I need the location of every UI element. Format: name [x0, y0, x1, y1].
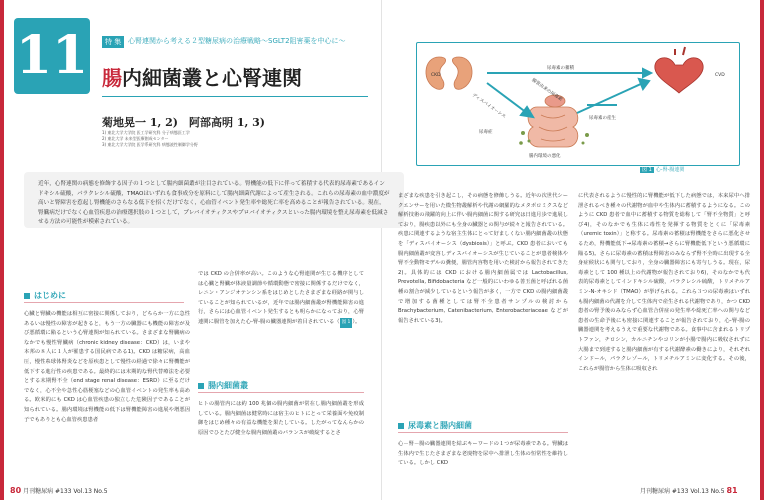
uremic-text: 心－腎－腸の臓器連関を結ぶキーワードの１つが尿毒素である。腎臓は生体内で生じたさまざまな老廃物を尿中へ排泄し生体の恒常性を維持している。しかし CKD	[398, 441, 568, 467]
label-gut-origin: 腸管由来の尿毒素	[530, 78, 563, 103]
figure-reference[interactable]: 図 1	[340, 318, 353, 328]
affiliations	[102, 130, 198, 148]
col4-text: に代表されるように慢性的に腎機能が低下した病態では，本来尿中へ排泄されるべき種々の代謝物が血中や生体内に蓄積するようになる。このように CKD 患者で血中に蓄積する物質を総称して「腎不全物質」と呼び4)，そのなかでも生体に毒性を発揮する物質をとくに「尿毒素（uremic toxin）」と称する。尿毒素の蓄積は腎機能をさらに悪化させるため，腎機能低下→尿毒素の蓄積→さらに腎機能低下という悪循環に陥る5)。さらに尿毒素の蓄積は腎障害のみならず腎不全時に出現する全身症候状にも関与しており，全身の臓器障害にも寄与しうる。現在，尿毒素として 100 種以上の代謝物が報告されており6)，そのなかでも代表的尿毒素としてインドキシル硫酸，パラクレシル硫酸，トリメチルアミン-N-オキシド（TMAO）が挙げられる。これら３つの尿毒素はいずれも腸内細菌の代謝を介して生体内で産生される代謝物であり，かつ CKD 患者の腎予後のみならず心血管合併症の発生率や総死亡率への関与など患者の生命予後にも密接に関連することが報告されており，心-腎-腸の臓器連関を考えるうえで重要な代謝物である。食事中に含まれるトリプトファン，チロシン，カルニチンやコリンが小腸で腸内に吸収されずに大腸まで到達すると腸内細菌が有する代謝酵素の働きにより，それぞれインドール，パラクレゾール，トリメチルアミンに変化する。その後，これらが腸管から生体に吸収され	[578, 193, 750, 372]
label-dysbiosis: ディスバイオーシス	[470, 92, 507, 120]
label-ckd: CKD	[431, 73, 441, 78]
chapter-number-box	[14, 18, 90, 94]
author-line: 菊地晃一 1, 2) 阿部高明 1, 3)	[102, 116, 266, 129]
affiliation-3: 3) 東北大学大学院 医学系研究科 病態液性制御学分野	[102, 142, 198, 147]
heart-icon	[655, 47, 703, 93]
left-footer	[10, 486, 108, 495]
article-title	[102, 62, 302, 91]
series-title: 心腎連関から考える２型糖尿病の治療戦略～SGLT2阻害薬を中心に～	[128, 37, 346, 45]
right-page-number: 81	[726, 486, 738, 495]
affiliation-2: 2) 東北大学 未来型医療創成センター	[102, 136, 169, 141]
figure-illustration	[417, 43, 739, 165]
figure-1	[416, 42, 740, 166]
label-gut-environment: 腸内環境の悪化	[529, 154, 561, 159]
col2-text: では CKD の合併率が高い。このような心腎連関が生じる機序としては心臓と腎臓が体液量調節や循環動態で密接に関係するだけでなく，レニン・アンジオテンシン系をはじめとしたさまざまな経路が関与していることが知られているが，近年では腸内細菌叢が腎機能障害の進行，さらには心血管イベント発生するとも明らかになっており，心腎連関に腸管を加えた心-腎-腸の臓器連関が着目されている（ 図 1 ）。	[198, 270, 364, 356]
figure-caption-label: 図 1	[642, 167, 652, 173]
chapter-number: 11	[15, 25, 89, 86]
right-volume: Vol.13 No.5	[690, 488, 725, 495]
figure-caption	[640, 166, 684, 173]
gut-heading: 腸内細菌叢	[198, 380, 248, 391]
right-footer	[640, 486, 738, 495]
col2-body: では CKD の合併率が高い。このような心腎連関が生じる機序としては心臓と腎臓が体液量調節や循環動態で密接に関係するだけでなく，レニン・アンジオテンシン系をはじめとしたさまざまな経路が関与していることが知られているが，近年では腸内細菌叢が腎機能障害の進行，さらには心血管イベント発生するとも明らかになっており，心腎連関に腸管を加えた心-腎-腸の臓器連関が着目されている	[198, 271, 364, 325]
left-volume: Vol.13 No.5	[73, 488, 108, 495]
intro-heading: はじめに	[24, 290, 66, 301]
label-uremic-accumulation: 尿毒素の蓄積	[547, 66, 574, 71]
intro-text: 心臓と腎臓の機能は相互に密接に関係しており，どちらか一方に急性あるいは慢性の障害が起きると，もう一方の臓器にも機能の障害が及び悪循環に陥るという心腎連関が知られている。さまざまな腎臓病のなかでも慢性腎臓病（chronic kidney disease：CKD）は，いまや本邦の８人に１人が罹患する国民病である1)。CKD は糖尿病，高血圧，慢性糸球体腎炎などを原疾患として慢性の経過で徐々に腎機能が低下する進行性の疾患である。最終的には末期的な腎代替療法を必要とする末期腎不全（end stage renal disease：ESRD）に至るだけでなく，心不全や急性心筋梗塞などの心血管イベントの発生率も高める。欧米的にも CKD は心血管疾患の独立した危険因子であることが知られている。腸内環境は腎機能の低下は腎機能障害の進展や増悪因子でもありとも心血管疾患患者	[24, 311, 190, 423]
intro-rule	[24, 302, 184, 303]
left-page-number: 80	[10, 486, 22, 495]
affiliation-1: 1) 東北大学大学院 医工学研究科 分子病態医工学	[102, 130, 190, 135]
feature-tag: 特 集	[102, 36, 124, 48]
intestine-icon	[528, 95, 578, 147]
page-edge-marker-right	[760, 0, 764, 500]
right-journal: 月刊糖尿病 #133	[640, 488, 689, 495]
title-rule	[102, 96, 368, 97]
uremic-rule	[398, 432, 568, 433]
label-uremia: 尿毒症	[479, 130, 493, 135]
col3-text: まざまな疾患を引き起こし，その病態を修飾しうる。近年の次世代シークエンサーを用いた微生物叢解析や代謝の網羅的なメタボロミクスなど解析技術の飛躍的向上に伴い腸内細菌に関する研究は日進月歩で進展しており，腸疾患以外にも全身の臓器との関与が続々と報告されている。疾患に関連するような宿主生体にとって好ましくない腸内細菌叢の状態を「ディスバイオーシス（dysbiosis）」と呼ぶ。CKD 患者においても腸内細菌叢が変容しディスバイオーシスが生じていることが患者検体や腎不全動物モデルの糞便，腸管内容物を用いた検討から報告されてきた2)。具体的には CKD における腸内細菌属では Lactobacillus, Prevotella, Bifidobacteria など一般的にいわゆる善玉菌と呼ばれる菌種の割合が減少しているという報告が多く，一方で CKD の腸内細菌叢で増加する菌種としては腎不全患者サンプルの検討から Brachybacterium, Catenibacterium, Enterobacteriaceae などが報告されている3)。	[398, 193, 568, 324]
abstract-box: 近年，心腎連関の病態を修飾する因子の１つとして腸内細菌叢が注目されている。腎機能の低下に伴って蓄積する代表的尿毒素であるインドキシル硫酸，パラクレシル硫酸，TMAOはいずれも食事成分を原料にして腸内細菌代謝によって産生される。これらの尿毒素の血中濃度が高いと腎障害を惹起し腎機能のさらなる低下を招くだけでなく，心血管イベント発生率や総死亡率を高めることが報告されている。現在，腎臓病だけでなく心血管疾患の治療選択肢の１つとして，プレバイオティクスやプロバイオティクスといった腸内環境を整え尿毒素を低減させる方法の可能性が模索されている。	[24, 172, 404, 228]
uremic-heading: 尿毒素と腸内細菌	[398, 420, 472, 431]
page-edge-marker	[0, 0, 4, 500]
left-journal: 月刊糖尿病 #133	[23, 488, 72, 495]
gut-text: ヒトの腸管内には約 100 兆個の腸内細菌が常在し腸内細菌叢を形成している。腸内細菌は健常時には宿主のヒトにとって栄養面や免疫制御をはじめ種々の有益な機能を果たしている。したがってなんらかの原因でひとたび健全な腸内細菌叢のバランスが破綻するとさ	[198, 401, 364, 436]
figure-caption-text: 心-腎-腸連関	[655, 167, 685, 173]
gut-rule	[198, 392, 364, 393]
title-accent: 腸	[102, 66, 122, 90]
label-cvd: CVD	[715, 73, 725, 78]
title-rest: 内細菌叢と心腎連関	[122, 66, 302, 90]
label-uremic-generation: 尿毒素の産生	[589, 116, 616, 121]
